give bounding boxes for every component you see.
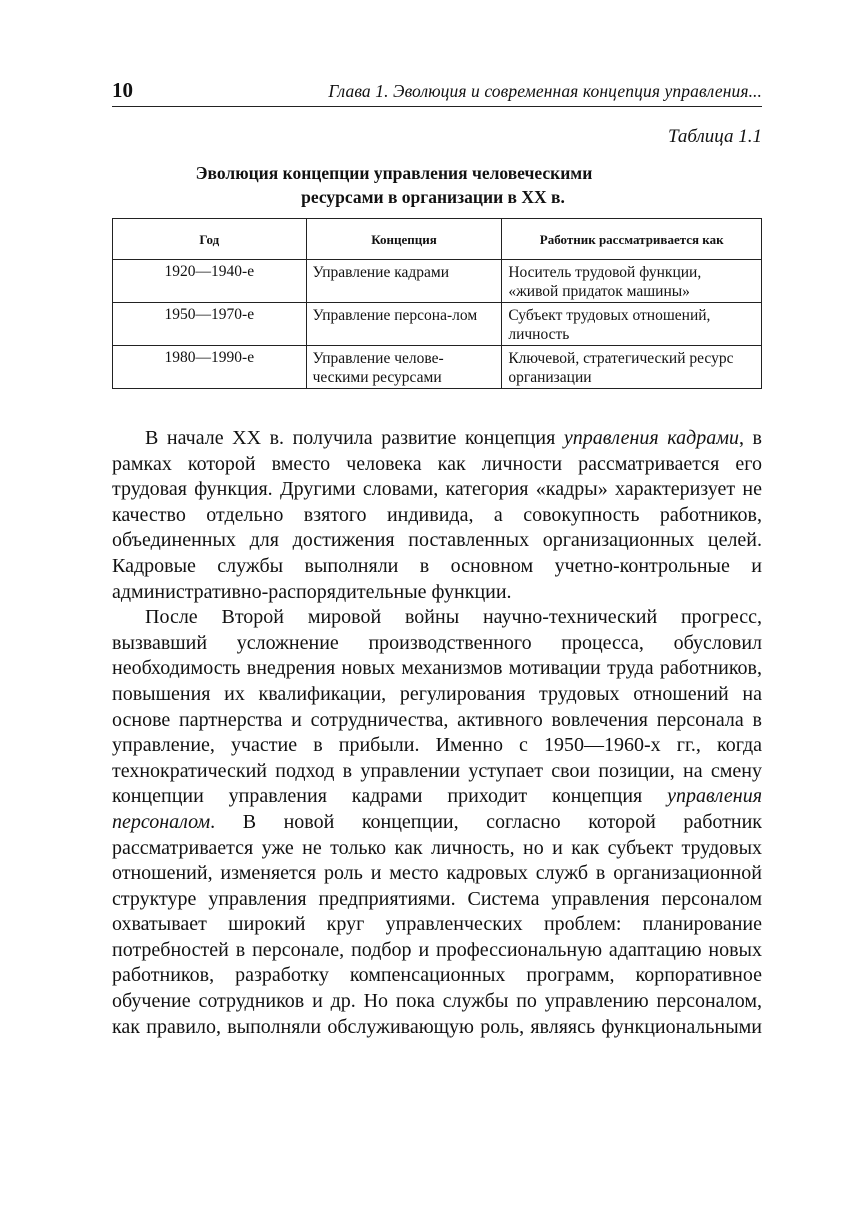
paragraph-2-text-b: . В новой концепции, согласно которой работник рассматривается уже не только как личность, но и как субъект трудовых отношений, изменяется роль и место кадровых служб в организационной структуре управления предприятиями. Система управления персоналом охватывает широкий круг управленческих проблем: планирование потребностей в персонале, подбор и профессиональную адаптацию новых работников, разработку компенсационных программ, корпоративное обучение сотрудников и др. Но пока службы по управлению персоналом, как правило, выполняли обслуживающую роль, являясь функциональными	[112, 810, 762, 1038]
cell-year: 1920—1940-е	[113, 260, 307, 303]
table-caption-line-1: Эволюция концепции управления человеческими	[195, 163, 593, 183]
paragraph-1-text-b: , в рамках которой вместо человека как личности рассматривается его трудовая функция. Другими словами, категория «кадры» характеризует не качество отдельно взятого индивида, а совокупность работников, объединенных для достижения поставленных организационных целей. Кадровые службы выполняли в основном учетно-контрольные и административно-распорядительные функции.	[112, 427, 762, 603]
cell-concept: Управление персона-лом	[306, 303, 502, 346]
cell-worker-view: Ключевой, стратегический ресурс организации	[502, 346, 762, 389]
paragraph-2-text-a: После Второй мировой войны научно-технический прогресс, вызвавший усложнение производственного процесса, обусловил необходимость внедрения новых механизмов мотивации труда работников, повышения их квалификации, регулирования трудовых отношений на основе партнерства и сотрудничества, активного вовлечения персонала в управление, участие в прибыли. Именно с 1950—1960-х гг., когда технократический подход в управлении уступает свои позиции, на смену концепции управления кадрами приходит концепция	[112, 606, 762, 808]
column-header-worker-view: Работник рассматривается как	[502, 219, 762, 260]
running-head	[112, 76, 762, 107]
paragraph-2	[112, 605, 762, 1040]
term-personnel-management: управления кадрами	[563, 427, 739, 449]
column-header-concept: Концепция	[306, 219, 502, 260]
column-header-year: Год	[113, 219, 307, 260]
table-header-row	[113, 219, 762, 260]
cell-worker-view: Носитель трудовой функции, «живой придаток машины»	[502, 260, 762, 303]
cell-year: 1980—1990-е	[113, 346, 307, 389]
page-number: 10	[112, 78, 133, 102]
table-label: Таблица 1.1	[668, 126, 762, 147]
cell-concept: Управление кадрами	[306, 260, 502, 303]
table-row	[113, 260, 762, 303]
cell-concept: Управление челове-ческими ресурсами	[306, 346, 502, 389]
table-caption	[112, 161, 762, 209]
paragraph-1	[112, 426, 762, 605]
concept-evolution-table	[112, 218, 762, 389]
table-row	[113, 303, 762, 346]
table-caption-line-2: ресурсами в организации в XX в.	[301, 187, 565, 207]
paragraph-1-text-a: В начале XX в. получила развитие концепция	[145, 427, 564, 449]
body-text	[112, 426, 762, 1040]
table-row	[113, 346, 762, 389]
cell-worker-view: Субъект трудовых отношений, личность	[502, 303, 762, 346]
chapter-title: Глава 1. Эволюция и современная концепция управления...	[328, 81, 762, 101]
cell-year: 1950—1970-е	[113, 303, 307, 346]
term-staff-management: управления персоналом	[112, 785, 762, 833]
